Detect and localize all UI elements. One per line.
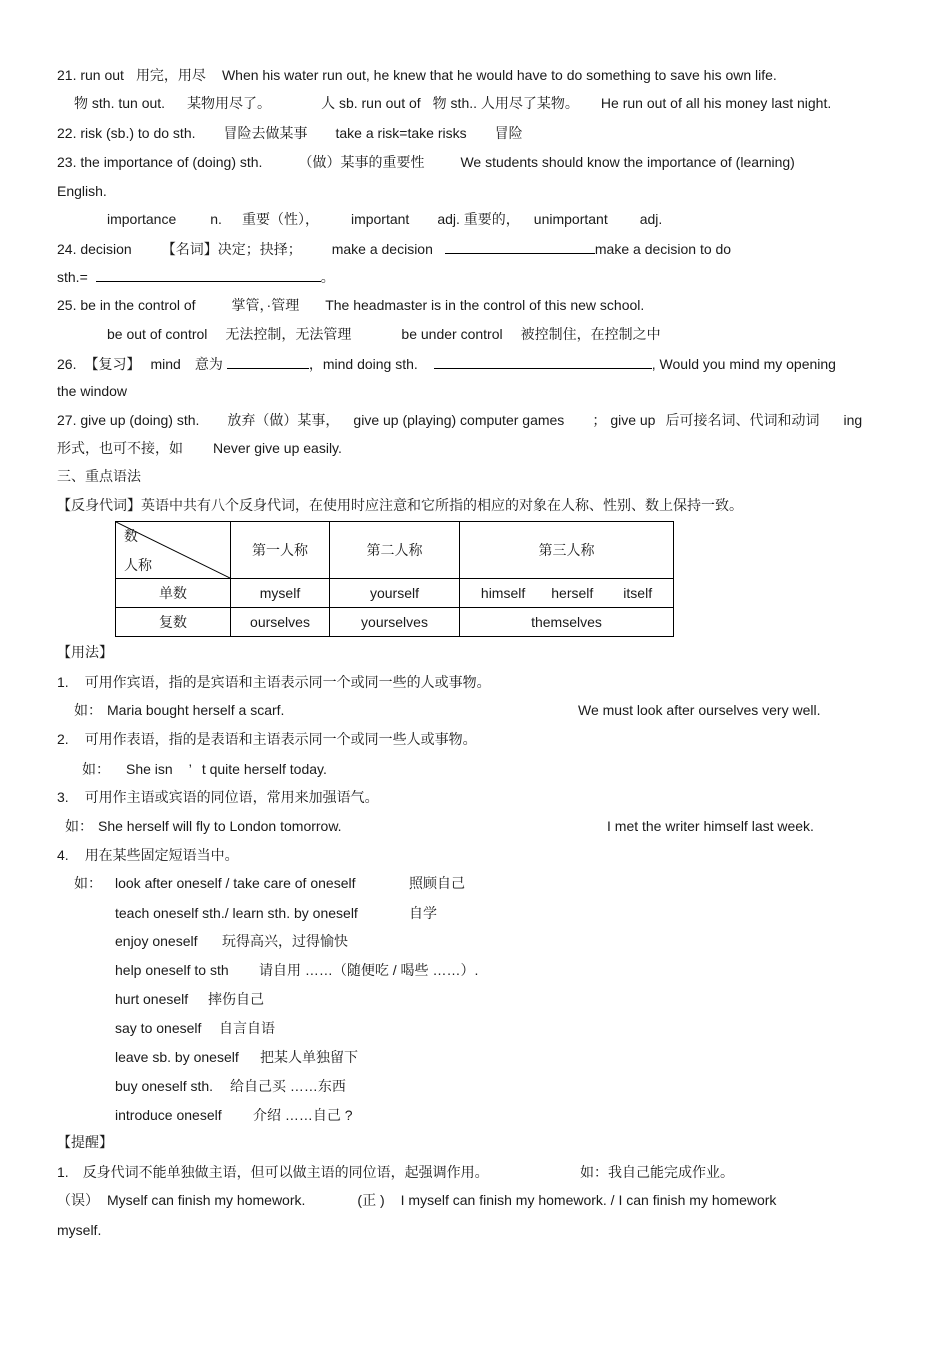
section-3-intro: 【反身代词】英语中共有八个反身代词，在使用时应注意和它所指的相应的对象在人称、性别、数上保持一致。 [57, 497, 743, 513]
item-24-line2 [57, 267, 335, 286]
usage-1-num: 1. [57, 674, 69, 690]
table-row-singular [116, 579, 674, 608]
item-23-phrase: 23. the importance of (doing) sth. [57, 154, 263, 170]
usage-2-example-apostrophe: ’ [188, 761, 192, 777]
item-21-line1 [57, 66, 777, 84]
cell-herself: herself [551, 585, 594, 601]
item-27-line1 [57, 411, 862, 429]
item-25-phrase: 25. be in the control of [57, 297, 196, 313]
phrase-en: say to oneself [115, 1020, 202, 1036]
reminder-1-text: 反身代词不能单独做主语，但可以做主语的同位语，起强调作用。 [82, 1164, 489, 1180]
cell-himself: himself [480, 585, 526, 601]
row-label-singular: 单数 [116, 579, 231, 608]
reminder-right-label: (正 ) [357, 1192, 385, 1208]
usage-3-text: 可用作主语或宾语的同位语，常用来加强语气。 [84, 789, 379, 805]
phrase-en: teach oneself sth./ learn sth. by oneself [115, 905, 358, 921]
cell-itself: itself [623, 585, 653, 601]
header-first-person: 第一人称 [231, 522, 330, 579]
item-25-s2: be under control [401, 326, 503, 342]
phrase-cn: 玩得高兴，过得愉快 [222, 933, 348, 949]
usage-2-example [82, 760, 327, 778]
reflexive-pronoun-table [115, 521, 674, 637]
table-row-plural [116, 608, 674, 637]
reminder-right-text: I myself can finish my homework. / I can finish my homework [400, 1192, 777, 1208]
item-23-words [107, 210, 662, 228]
cell-third-singular [460, 579, 674, 608]
item-25-line1 [57, 296, 644, 314]
item-21-sub2: 人 sb. run out of [321, 95, 421, 111]
usage-1-example-1: Maria bought herself a scarf. [107, 702, 285, 718]
usage-2-text: 可用作表语，指的是表语和主语表示同一个或同一些人或事物。 [84, 731, 477, 747]
item-23-example-cont: English. [57, 183, 107, 199]
usage-3-example-prefix: 如： [65, 818, 93, 834]
item-21-meaning: 用完，用尽 [135, 67, 206, 83]
cell-ourselves: ourselves [231, 608, 330, 637]
item-23-w1: importance [107, 211, 177, 227]
item-24-end: 。 [320, 269, 335, 285]
item-22-meaning: 冒险去做某事 [223, 125, 308, 141]
usage-3-num: 3. [57, 789, 69, 805]
item-21-line2 [74, 94, 831, 112]
usage-3 [57, 788, 379, 806]
item-26-tag: 【复习】 [84, 356, 141, 372]
phrase-cn: 请自用 ……（随便吃 / 喝些 ……）. [259, 962, 479, 978]
phrase-cn: 给自己买 ……东西 [230, 1078, 346, 1094]
item-22-extra: take a risk=take risks [335, 125, 467, 141]
item-27-example2: Never give up easily. [213, 440, 342, 456]
item-26-comma: ， [308, 356, 323, 372]
item-23-meaning: （做）某事的重要性 [298, 154, 425, 170]
reminder-1-examples [57, 1191, 776, 1209]
section-3-title: 三、重点语法 [57, 468, 141, 484]
item-24-blank-1[interactable] [445, 239, 595, 254]
item-27-phrase: 27. give up (doing) sth. [57, 412, 200, 428]
item-23-w2: important [350, 211, 410, 227]
item-23-example: We students should know the importance of (learning) [460, 154, 795, 170]
cell-myself: myself [231, 579, 330, 608]
header-second-person: 第二人称 [330, 522, 460, 579]
item-24-phrase: 24. decision [57, 241, 132, 257]
reminder-wrong-label: （误） [57, 1192, 99, 1208]
item-21-sub2-example: He run out of all his money last night. [600, 95, 832, 111]
usage-2-example-a: She isn [126, 761, 173, 777]
item-23-w2-pos: adj. 重要的， [437, 211, 520, 227]
phrase-cn: 自学 [409, 905, 437, 921]
phrase-cn: 介绍 ……自己 ? [253, 1107, 353, 1123]
phrase-en: buy oneself sth. [115, 1078, 214, 1094]
cell-themselves: themselves [460, 608, 674, 637]
item-26-example: , Would you mind my opening [651, 356, 836, 372]
usage-2-num: 2. [57, 731, 69, 747]
usage-1-text: 可用作宾语，指的是宾语和主语表示同一个或同一些的人或事物。 [84, 674, 491, 690]
phrase-cn: 照顾自己 [409, 875, 465, 891]
item-26-word: mind [150, 356, 181, 372]
item-27-note-a: give up [610, 412, 656, 428]
item-21-sub1-meaning: 某物用尽了。 [187, 95, 272, 111]
item-26-num: 26. [57, 356, 77, 372]
usage-title: 【用法】 [57, 644, 113, 660]
usage-2-example-b: t quite herself today. [201, 761, 327, 777]
usage-3-example-2: I met the writer himself last week. [607, 818, 814, 834]
item-22-extra-meaning: 冒险 [494, 125, 523, 141]
phrase-en: leave sb. by oneself [115, 1049, 239, 1065]
diag-header-number: 数 [124, 528, 138, 544]
item-21-sub1: 物 sth. tun out. [74, 95, 166, 111]
phrase-cn: 自言自语 [219, 1020, 275, 1036]
item-21-sub2-meaning: 物 sth.. 人用尽了某物。 [432, 95, 579, 111]
reminder-title: 【提醒】 [57, 1134, 113, 1150]
row-label-plural: 复数 [116, 608, 231, 637]
usage-4-num: 4. [57, 847, 69, 863]
phrase-en: look after oneself / take care of oneself [115, 875, 356, 891]
item-26-phrase2: mind doing sth. [322, 356, 418, 372]
usage-1 [57, 673, 491, 691]
usage-4-text: 用在某些固定短语当中。 [84, 847, 239, 863]
phrase-en: hurt oneself [115, 991, 189, 1007]
item-27-example: give up (playing) computer games [353, 412, 565, 428]
usage-1-example-2: We must look after ourselves very well. [578, 702, 821, 718]
item-25-meaning: 掌管，·管理 [231, 297, 300, 313]
usage-1-example-prefix: 如： [74, 702, 102, 718]
item-27-note-b: 后可接名词、代词和动词 [665, 412, 820, 428]
item-24-line1 [57, 239, 731, 258]
phrase-en: introduce oneself [115, 1107, 222, 1123]
cell-yourselves: yourselves [330, 608, 460, 637]
item-25-line2 [107, 325, 661, 343]
item-21-example: When his water run out, he knew that he would have to do something to save his own life. [221, 67, 777, 83]
item-24-blank-2[interactable] [96, 267, 321, 282]
usage-2 [57, 730, 477, 748]
item-27-note-c: ing [843, 412, 863, 428]
item-24-cont: sth.= [57, 269, 88, 285]
table-diagonal-header [116, 522, 231, 579]
item-26-blank-2[interactable] [434, 354, 652, 369]
reminder-1-cont: myself. [57, 1222, 102, 1238]
item-23-w3: unimportant [533, 211, 608, 227]
item-26-line1 [57, 354, 836, 373]
usage-2-example-prefix: 如： [82, 761, 110, 777]
item-24-after-blank: make a decision to do [594, 241, 732, 257]
usage-3-example-1: She herself will fly to London tomorrow. [98, 818, 342, 834]
item-25-s2-meaning: 被控制住，在控制之中 [520, 326, 661, 342]
item-23-w3-pos: adj. [639, 211, 663, 227]
item-23-w1-pos: n. [210, 211, 222, 227]
reminder-wrong-text: Myself can finish my homework. [107, 1192, 306, 1208]
reminder-1-num: 1. [57, 1164, 69, 1180]
phrase-en: enjoy oneself [115, 933, 198, 949]
item-25-example: The headmaster is in the control of this new school. [325, 297, 645, 313]
item-27-meaning: 放弃（做）某事， [227, 412, 340, 428]
item-24-meaning: 【名词】决定；抉择； [161, 241, 302, 257]
phrase-cn: 把某人单独留下 [260, 1049, 358, 1065]
phrase-cn: 摔伤自己 [208, 991, 264, 1007]
item-27-cont: 形式，也可不接，如 [57, 440, 183, 456]
item-21-phrase: 21. run out [57, 67, 124, 83]
item-22-phrase: 22. risk (sb.) to do sth. [57, 125, 196, 141]
item-25-s1: be out of control [107, 326, 208, 342]
item-26-meaning: 意为 [194, 356, 223, 372]
item-27-line2 [57, 439, 342, 457]
item-25-s1-meaning: 无法控制，无法管理 [225, 326, 352, 342]
diag-header-person: 人称 [124, 557, 152, 573]
item-26-blank-1[interactable] [227, 354, 309, 369]
item-26-cont: the window [57, 383, 128, 399]
header-third-person: 第三人称 [460, 522, 674, 579]
cell-yourself: yourself [330, 579, 460, 608]
item-23-line1 [57, 153, 795, 171]
usage-4-example-prefix: 如： [74, 875, 102, 891]
phrase-en: help oneself to sth [115, 962, 229, 978]
item-27-semi: ； [592, 412, 607, 428]
usage-4 [57, 846, 239, 864]
item-22 [57, 124, 523, 142]
item-24-extra: make a decision [331, 241, 433, 257]
reminder-1 [57, 1163, 489, 1181]
item-23-w1-meaning: 重要（性）， [241, 211, 319, 227]
reminder-1-eg: 如：我自己能完成作业。 [580, 1164, 734, 1180]
